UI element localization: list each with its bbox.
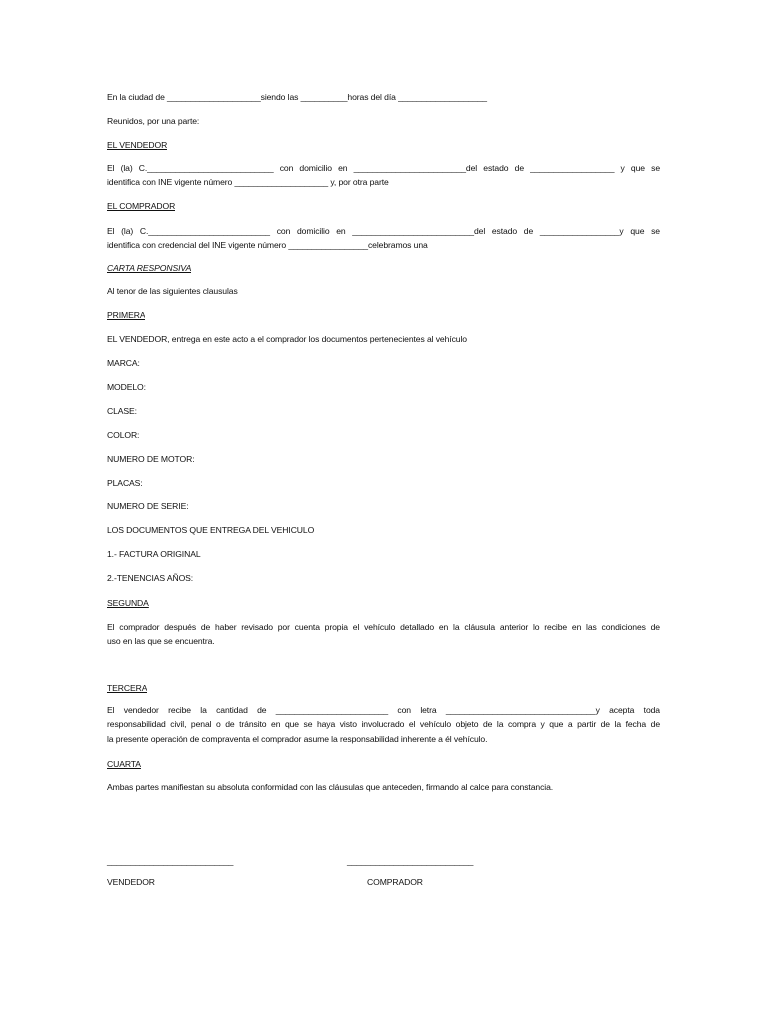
cuarta-text: Ambas partes manifiestan su absoluta conformidad con las cláusulas que anteceden, firmando al calce para constancia. bbox=[107, 782, 554, 792]
primera-text: EL VENDEDOR, entrega en este acto a el comprador los documentos pertenecientes al vehículo bbox=[107, 334, 467, 344]
tercera-heading: TERCERA bbox=[107, 683, 148, 693]
opening-line: En la ciudad de ____________________siendo las __________horas del día ___________________ bbox=[107, 92, 487, 102]
vendedor-heading: EL VENDEDOR bbox=[107, 140, 168, 150]
field-clase: CLASE: bbox=[107, 406, 137, 416]
comprador-heading: EL COMPRADOR bbox=[107, 201, 176, 211]
meeting-line: Reunidos, por una parte: bbox=[107, 116, 200, 126]
segunda-heading: SEGUNDA bbox=[107, 598, 149, 608]
vendedor-line-2: identifica con INE vigente número ____________________ y, por otra parte bbox=[107, 177, 389, 187]
doc-item-factura: 1.- FACTURA ORIGINAL bbox=[107, 549, 201, 559]
vendedor-signature-label: VENDEDOR bbox=[107, 877, 155, 887]
field-color: COLOR: bbox=[107, 430, 140, 440]
comprador-line-2: identifica con credencial del INE vigente número _________________celebramos una bbox=[107, 240, 428, 250]
field-numero-serie: NUMERO DE SERIE: bbox=[107, 501, 189, 511]
field-numero-motor: NUMERO DE MOTOR: bbox=[107, 454, 195, 464]
comprador-signature-line: ___________________________ bbox=[347, 856, 474, 866]
comprador-signature-label: COMPRADOR bbox=[367, 877, 423, 887]
docs-heading: LOS DOCUMENTOS QUE ENTREGA DEL VEHICULO bbox=[107, 525, 315, 535]
primera-heading: PRIMERA bbox=[107, 310, 146, 320]
doc-item-tenencias: 2.-TENENCIAS AÑOS: bbox=[107, 573, 194, 583]
tercera-line-2: responsabilidad civil, penal o de tránsito en que se haya visto involucrado el vehículo objeto de la compra y que a partir de la fecha de bbox=[107, 719, 660, 729]
tercera-line-1: El vendedor recibe la cantidad de ________________________ con letra ________________________________y acepta toda bbox=[107, 705, 660, 715]
cuarta-heading: CUARTA bbox=[107, 759, 141, 769]
segunda-line-2: uso en las que se encuentra. bbox=[107, 636, 215, 646]
field-placas: PLACAS: bbox=[107, 478, 143, 488]
tercera-line-3: la presente operación de compraventa el comprador asume la responsabilidad inherente a él vehículo. bbox=[107, 734, 488, 744]
comprador-line-1: El (la) C.__________________________ con domicilio en __________________________del estado de _________________y que se bbox=[107, 226, 660, 236]
tenor-line: Al tenor de las siguientes clausulas bbox=[107, 286, 238, 296]
field-marca: MARCA: bbox=[107, 358, 140, 368]
field-modelo: MODELO: bbox=[107, 382, 146, 392]
vendedor-signature-line: ___________________________ bbox=[107, 856, 234, 866]
carta-title: CARTA RESPONSIVA bbox=[107, 263, 192, 273]
vendedor-line-1: El (la) C.___________________________ con domicilio en ________________________del estado de __________________ y que se bbox=[107, 163, 660, 173]
segunda-line-1: El comprador después de haber revisado por cuenta propia el vehículo detallado en la cláusula anterior lo recibe en las condiciones de bbox=[107, 622, 660, 632]
